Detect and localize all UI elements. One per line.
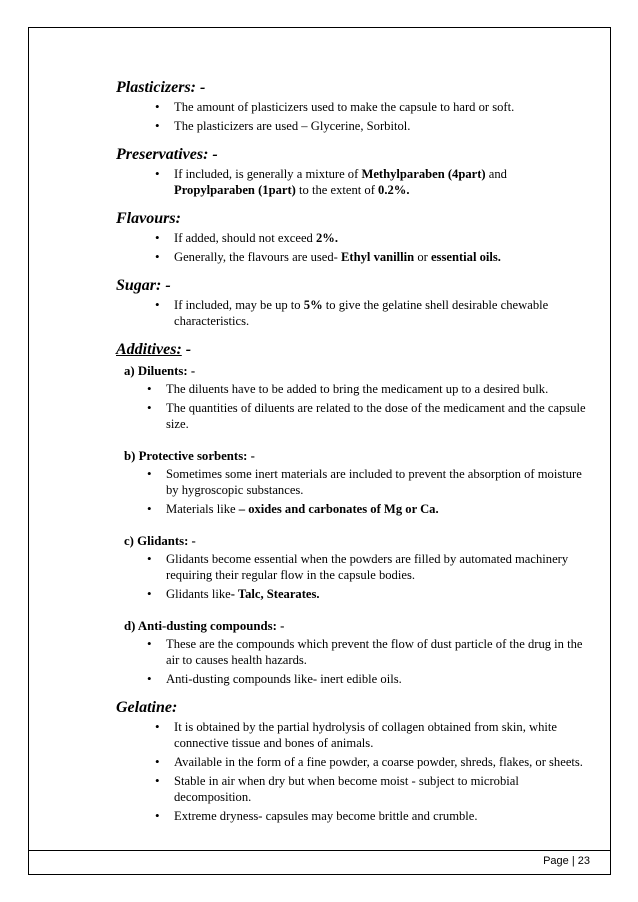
subsection-heading: b) Protective sorbents: - — [124, 449, 255, 463]
page-number: Page | 23 — [543, 855, 590, 867]
list-item: • Stable in air when dry but when become moist - subject to microbial decomposition. — [116, 773, 586, 805]
bold-text: Ethyl vanillin — [341, 250, 415, 264]
title-text: Additives: — [116, 341, 182, 358]
text-run: to give the gelatine shell desirable chewable characteristics. — [174, 298, 549, 328]
bold-text: 2%. — [315, 231, 339, 245]
list-item: • The quantities of diluents are related to the dose of the medicament and the capsule size. — [124, 400, 586, 432]
bold-text: Propylparaben (1part) — [174, 183, 296, 197]
bold-text: essential oils. — [430, 250, 501, 264]
text-run: Glidants like — [166, 587, 231, 601]
section-title-preservatives: Preservatives: - — [116, 146, 218, 163]
page-content — [116, 78, 586, 835]
spacer — [116, 520, 586, 529]
bullet-list — [116, 297, 586, 329]
text-run: If included, may be up to — [174, 298, 304, 312]
bold-text: Methylparaben (4part) — [361, 167, 486, 181]
subsection-anti-dusting — [124, 618, 586, 687]
bullet-list — [124, 381, 586, 432]
subsection-heading: c) Glidants: - — [124, 534, 196, 548]
text-run: If included, is generally a mixture of — [174, 167, 362, 181]
section-additives — [116, 340, 586, 687]
text-run: Generally, the flavours are used- — [174, 250, 342, 264]
list-item: • Extreme dryness- capsules may become brittle and crumble. — [116, 808, 586, 824]
text-run: and — [485, 167, 507, 181]
bullet-list — [116, 719, 586, 824]
list-item: • It is obtained by the partial hydrolysis of collagen obtained from skin, white connective tissue and bones of animals. — [116, 719, 586, 751]
list-item — [116, 230, 586, 246]
section-title-additives — [116, 340, 586, 359]
list-item: • The amount of plasticizers used to make the capsule to hard or soft. — [116, 99, 586, 115]
bold-text: 0.2%. — [378, 183, 410, 197]
bullet-list — [116, 166, 586, 198]
text-run: or — [414, 250, 431, 264]
subsection-diluents — [124, 363, 586, 432]
bullet-list — [116, 230, 586, 265]
list-item: • These are the compounds which prevent the flow of dust particle of the drug in the air to causes health hazards. — [124, 636, 586, 668]
section-preservatives — [116, 145, 586, 198]
spacer — [116, 605, 586, 614]
text-run: Materials like — [166, 502, 239, 516]
list-item — [124, 501, 586, 517]
text-run: If added, should not exceed — [174, 231, 316, 245]
bullet-list — [124, 636, 586, 687]
section-title-sugar: Sugar: - — [116, 277, 171, 294]
list-item: • The plasticizers are used – Glycerine, Sorbitol. — [116, 118, 586, 134]
list-item: • Glidants become essential when the powders are filled by automated machinery requiring their regular flow in the capsule bodies. — [124, 551, 586, 583]
bold-text: - Talc, Stearates. — [230, 587, 320, 601]
subsection-heading: d) Anti-dusting compounds: - — [124, 619, 285, 633]
bold-text: 5% — [303, 298, 323, 312]
title-suffix: - — [181, 341, 192, 358]
bullet-list — [124, 551, 586, 602]
section-gelatine — [116, 698, 586, 824]
spacer — [116, 435, 586, 444]
list-item — [116, 297, 586, 329]
list-item — [116, 166, 586, 198]
section-sugar — [116, 276, 586, 329]
list-item: • Available in the form of a fine powder, a coarse powder, shreds, flakes, or sheets. — [116, 754, 586, 770]
subsection-heading: a) Diluents: - — [124, 364, 196, 378]
section-title-flavours: Flavours: — [116, 210, 181, 227]
text-run: to the extent of — [295, 183, 379, 197]
list-item — [124, 586, 586, 602]
section-plasticizers — [116, 78, 586, 134]
section-flavours — [116, 209, 586, 265]
bold-text: – oxides and carbonates of Mg or Ca. — [238, 502, 439, 516]
bullet-list — [116, 99, 586, 134]
list-item: • Sometimes some inert materials are included to prevent the absorption of moisture by hygroscopic substances. — [124, 466, 586, 498]
bullet-list — [124, 466, 586, 517]
section-title-plasticizers: Plasticizers: - — [116, 79, 206, 96]
footer-divider — [28, 850, 611, 851]
section-title-gelatine: Gelatine: — [116, 699, 178, 716]
list-item: • The diluents have to be added to bring the medicament up to a desired bulk. — [124, 381, 586, 397]
list-item: • Anti-dusting compounds like- inert edible oils. — [124, 671, 586, 687]
list-item — [116, 249, 586, 265]
subsection-glidants — [124, 533, 586, 602]
subsection-protective-sorbents — [124, 448, 586, 517]
